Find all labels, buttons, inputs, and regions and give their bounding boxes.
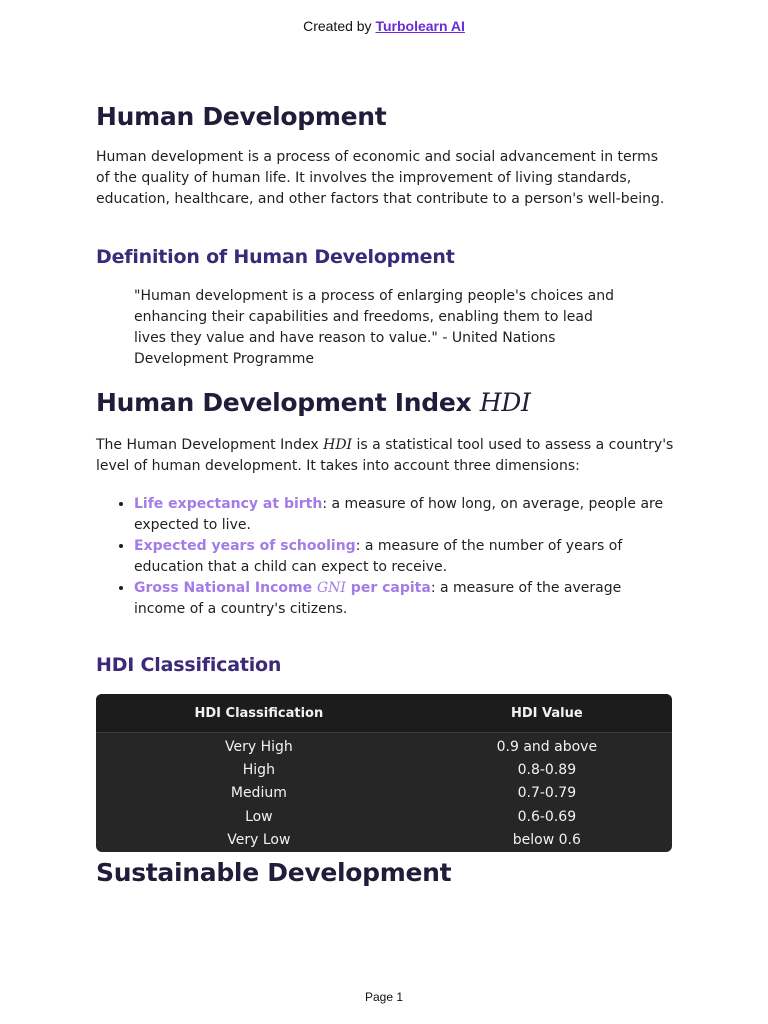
cell-classification: Medium	[230, 785, 287, 802]
column-header-value: HDI Value	[422, 694, 672, 733]
table-row	[96, 829, 672, 852]
list-item	[134, 578, 676, 620]
header-prefix: Created by	[303, 18, 376, 34]
dimension-desc: : a measure of the average income of a country's citizens.	[134, 580, 622, 617]
dimension-desc: : a measure of how long, on average, people are expected to live.	[134, 496, 664, 533]
table-row	[96, 758, 672, 781]
dimension-term-math: GNI	[316, 580, 346, 596]
dimension-desc: : a measure of the number of years of education that a child can expect to receive.	[134, 538, 623, 575]
dimension-term	[134, 580, 431, 596]
cell-value: 0.7-0.79	[517, 785, 577, 802]
hdi-heading-text: Human Development Index	[96, 388, 480, 417]
document-body	[96, 96, 676, 887]
column-header-classification: HDI Classification	[96, 694, 422, 733]
list-item	[134, 494, 676, 536]
hdi-para-before: The Human Development Index	[96, 437, 324, 453]
sustainable-heading: Sustainable Development	[96, 857, 452, 887]
dimension-term: Expected years of schooling	[134, 538, 356, 554]
cell-classification: Low	[245, 808, 273, 825]
page-number: Page 1	[364, 990, 404, 1004]
table-header-row	[96, 694, 672, 733]
hdi-para-after: is a statistical tool used to assess a country's level of human development. It takes into account three dimensions:	[96, 437, 674, 474]
dimension-term: Life expectancy at birth	[134, 496, 323, 512]
hdi-paragraph	[96, 435, 676, 477]
page-title: Human Development	[96, 102, 387, 131]
dimension-term-before: Gross National Income	[134, 580, 317, 596]
cell-value: 0.9 and above	[496, 738, 598, 755]
table-row	[96, 782, 672, 805]
hdi-heading-math: HDI	[479, 388, 531, 417]
hdi-heading	[96, 388, 676, 417]
list-item	[134, 536, 676, 578]
definition-quote: "Human development is a process of enlarging people's choices and enhancing their capabilities and freedoms, enabling them to lead lives they value and have reason to value." - United Nations Development Programme	[134, 288, 614, 367]
page-header	[0, 18, 768, 34]
table-row	[96, 733, 672, 759]
cell-value: below 0.6	[512, 832, 581, 849]
cell-value: 0.6-0.69	[517, 808, 577, 825]
cell-classification: High	[242, 762, 275, 779]
classification-table	[96, 694, 672, 852]
turbolearn-link[interactable]: Turbolearn AI	[375, 18, 465, 34]
intro-paragraph: Human development is a process of economic and social advancement in terms of the quality of human life. It involves the improvement of living standards, education, healthcare, and other factors that contribute to a person's well-being.	[96, 149, 665, 207]
cell-classification: Very High	[224, 738, 293, 755]
classification-heading: HDI Classification	[96, 654, 282, 676]
definition-heading: Definition of Human Development	[96, 246, 455, 268]
cell-classification: Very Low	[227, 832, 291, 849]
hdi-dimensions-list	[96, 494, 676, 620]
table-row	[96, 805, 672, 828]
hdi-para-math: HDI	[323, 437, 353, 453]
dimension-term-after: per capita	[345, 580, 431, 596]
cell-value: 0.8-0.89	[517, 762, 577, 779]
